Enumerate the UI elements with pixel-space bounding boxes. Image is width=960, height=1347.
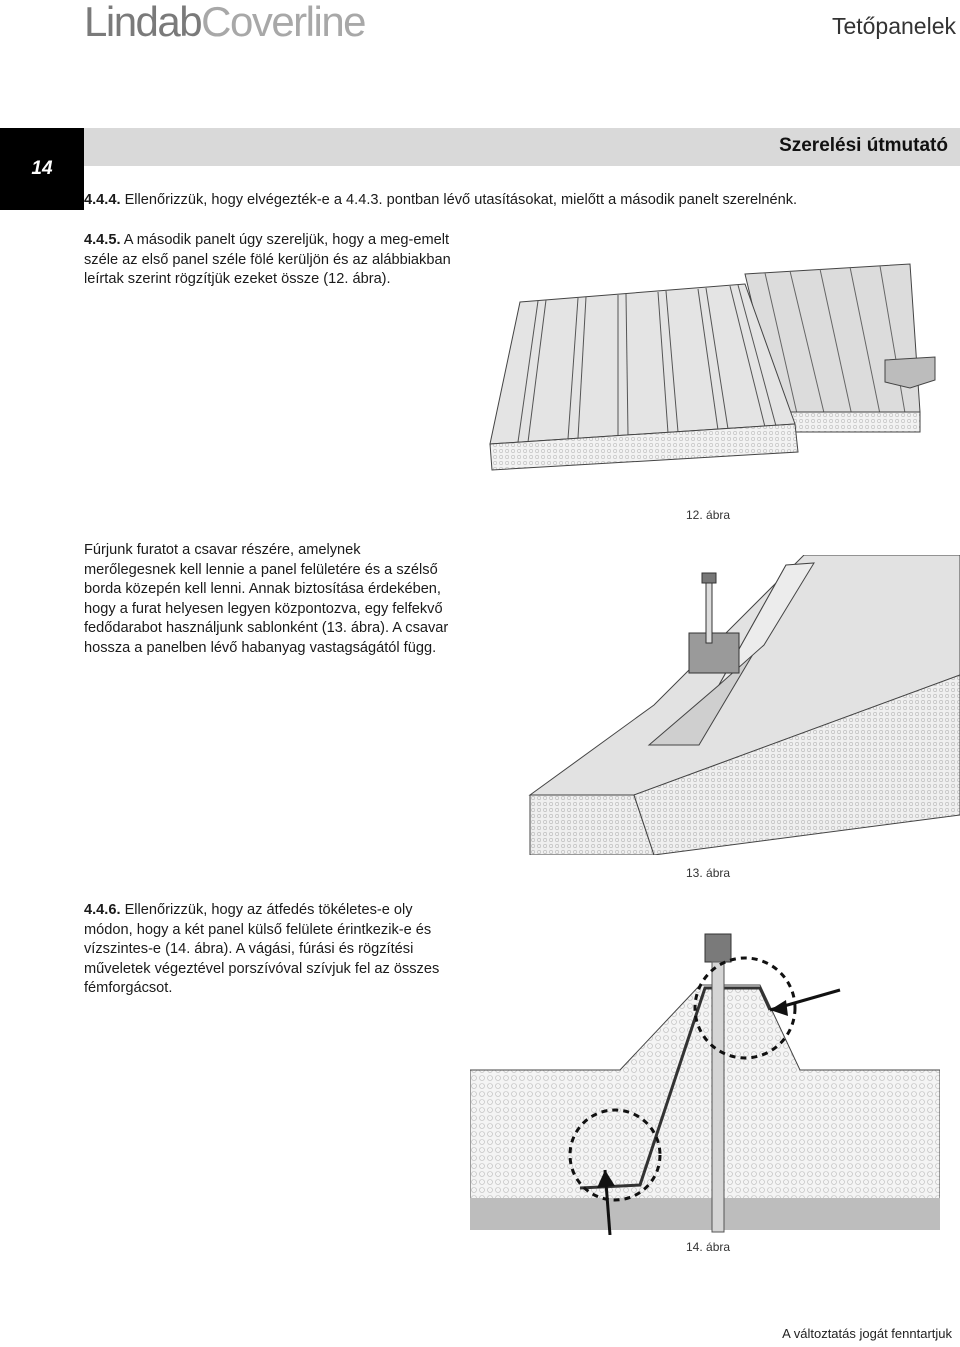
section-header-bar — [84, 128, 960, 166]
paragraph-number: 4.4.5. — [84, 232, 121, 248]
paragraph-4-4-5 — [84, 231, 456, 290]
paragraph-4-4-6 — [84, 901, 456, 999]
footer-disclaimer: A változtatás jogát fenntartjuk — [782, 1326, 952, 1341]
second-panel-foam — [780, 412, 920, 432]
brand-logo — [84, 0, 365, 48]
screw-shank — [712, 962, 724, 1232]
figure-14-overlap-section — [470, 930, 940, 1235]
brand-name-lindab: Lindab — [84, 0, 202, 45]
paragraph-4-4-4 — [84, 191, 944, 211]
panel-foam-section — [530, 795, 654, 855]
paragraph-text: Ellenőrizzük, hogy elvégezték-e a 4.4.3. pontban lévő utasításokat, mielőtt a második panelt szerelnénk. — [120, 192, 798, 208]
document-title: Tetőpanelek — [831, 13, 956, 39]
purlin — [885, 357, 935, 388]
paragraph-number: 4.4.4. — [84, 192, 121, 208]
figure-13-caption: 13. ábra — [686, 866, 731, 880]
paragraph-drilling — [84, 541, 456, 658]
figure-12-panel-overlap — [480, 262, 950, 477]
figure-12-caption: 12. ábra — [686, 508, 731, 522]
paragraph-text: A második panelt úgy szereljük, hogy a meg-emelt széle az első panel széle fölé kerüljön és az alábbiakban leírtak szerint rögzítjük ezeket össze (12. ábra). — [84, 232, 451, 287]
figure-14-caption: 14. ábra — [686, 1240, 731, 1254]
paragraph-text: Fúrjunk furatot a csavar részére, amelynek merőlegesnek kell lennie a panel felületére és a szélső borda közepén kell lenni. Annak biztosítása érdekében, hogy a furat helyesen legyen központozva, egy felfekvő fedődarabot használjunk sablonként (13. ábra). A csavar hossza a panelben lévő habanyag vastagságától függ. — [84, 542, 449, 656]
template-cover-piece — [689, 633, 739, 673]
foam-cross-section — [470, 985, 940, 1200]
figure-13-drilling-template — [524, 555, 960, 855]
screw-head — [705, 934, 731, 962]
lower-sheet — [470, 1198, 940, 1230]
paragraph-number: 4.4.6. — [84, 902, 121, 918]
brand-name-coverline: Coverline — [201, 0, 366, 45]
page-number: 14 — [0, 128, 84, 210]
paragraph-text: Ellenőrizzük, hogy az átfedés tökéletes-e oly módon, hogy a két panel külső felülete érintkezik-e és vízszintes-e (14. ábra). A vágási, fúrási és rögzítési műveletek végeztével porszívóval szívjuk fel az összes fémforgácsot. — [84, 902, 440, 996]
section-title: Szerelési útmutató — [779, 135, 948, 156]
